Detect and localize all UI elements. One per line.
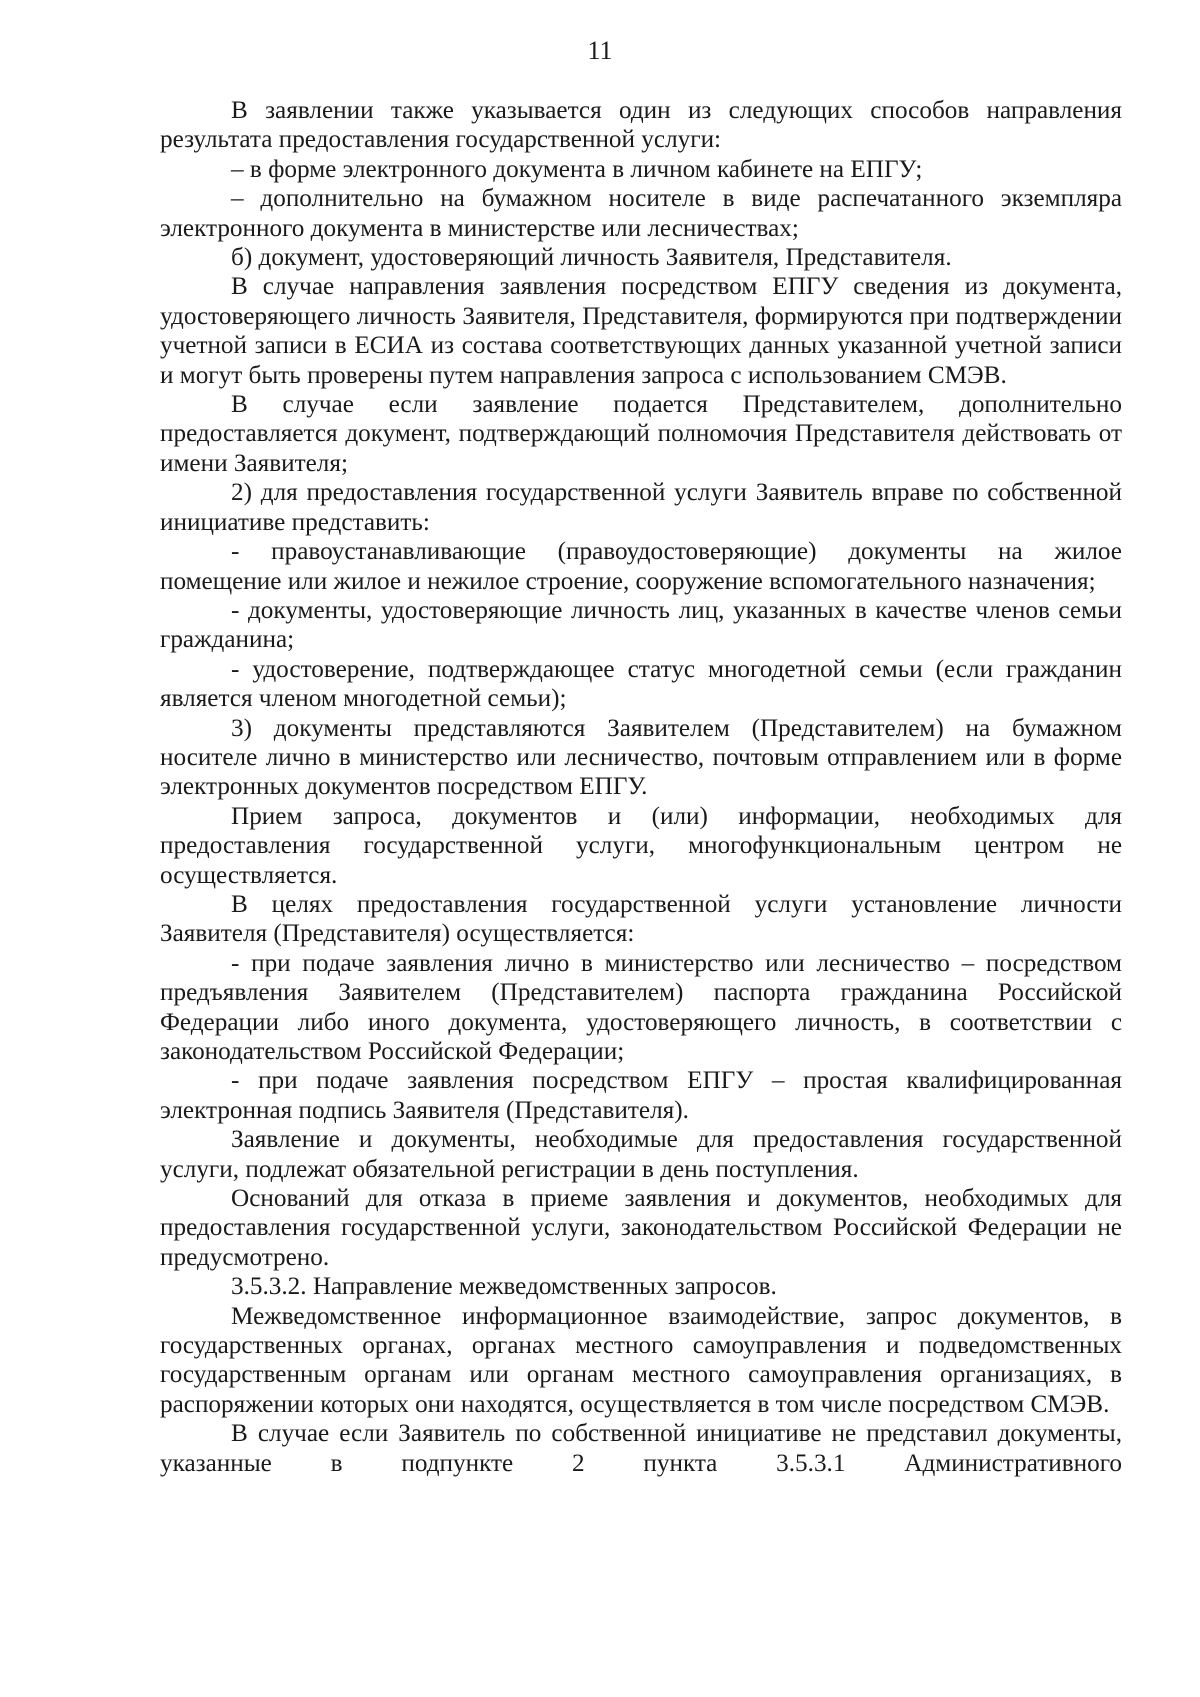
- page-number: 11: [587, 36, 613, 65]
- paragraph: - удостоверение, подтверждающее статус многодетной семьи (если гражданин является членом многодетной семьи);: [160, 655, 1122, 713]
- paragraph: В случае направления заявления посредством ЕПГУ сведения из документа, удостоверяющего личность Заявителя, Представителя, формируются при подтверждении учетной записи в ЕСИА из состава соответствующих данных указанной учетной записи и могут быть проверены путем направления запроса с использованием СМЭВ.: [160, 273, 1122, 389]
- paragraph: - при подаче заявления посредством ЕПГУ – простая квалифицированная электронная подпись Заявителя (Представителя).: [160, 1067, 1122, 1124]
- paragraph: Оснований для отказа в приеме заявления и документов, необходимых для предоставления государственной услуги, законодательством Российской Федерации не предусмотрено.: [160, 1185, 1122, 1271]
- paragraph: В случае если заявление подается Представителем, дополнительно предоставляется документ, подтверждающий полномочия Представителя действовать от имени Заявителя;: [160, 391, 1122, 477]
- paragraph: – в форме электронного документа в личном кабинете на ЕПГУ;: [231, 155, 923, 183]
- paragraph: 3) документы представляются Заявителем (Представителем) на бумажном носителе лично в министерство или лесничество, почтовым отправлением или в форме электронных документов посредством ЕПГУ.: [160, 714, 1122, 801]
- paragraph: - документы, удостоверяющие личность лиц, указанных в качестве членов семьи гражданина;: [160, 596, 1122, 654]
- document-body: [160, 96, 1122, 1478]
- paragraph: В заявлении также указывается один из следующих способов направления результата предоставления государственной услуги:: [160, 97, 1122, 154]
- paragraph: В целях предоставления государственной услуги установление личности Заявителя (Представителя) осуществляется:: [160, 890, 1122, 948]
- paragraph: - при подаче заявления лично в министерство или лесничество – посредством предъявления Заявителем (Представителем) паспорта гражданина Российской Федерации либо иного документа, удостоверяющего личность, в соответствии с законодательством Российской Федерации;: [160, 949, 1122, 1065]
- paragraph: В случае если Заявитель по собственной инициативе не представил документы, указанные в подпункте 2 пункта 3.5.3.1 Административного: [160, 1420, 1122, 1477]
- paragraph: - правоустанавливающие (правоудостоверяющие) документы на жилое помещение или жилое и нежилое строение, сооружение вспомогательного назначения;: [160, 538, 1122, 595]
- paragraph: Межведомственное информационное взаимодействие, запрос документов, в государственных органах, органах местного самоуправления и подведомственных государственным органам или органам местного самоуправления организациях, в распоряжении которых они находятся, осуществляется в том числе посредством СМЭВ.: [160, 1302, 1122, 1418]
- paragraph: 3.5.3.2. Направление межведомственных запросов.: [231, 1273, 777, 1301]
- paragraph: Прием запроса, документов и (или) информации, необходимых для предоставления государственной услуги, многофункциональным центром не осуществляется.: [160, 802, 1122, 889]
- paragraph: Заявление и документы, необходимые для предоставления государственной услуги, подлежат обязательной регистрации в день поступления.: [160, 1126, 1122, 1183]
- paragraph: 2) для предоставления государственной услуги Заявитель вправе по собственной инициативе представить:: [160, 479, 1122, 536]
- paragraph: б) документ, удостоверяющий личность Заявителя, Представителя.: [231, 244, 952, 272]
- paragraph: – дополнительно на бумажном носителе в виде распечатанного экземпляра электронного документа в министерстве или лесничествах;: [160, 185, 1122, 242]
